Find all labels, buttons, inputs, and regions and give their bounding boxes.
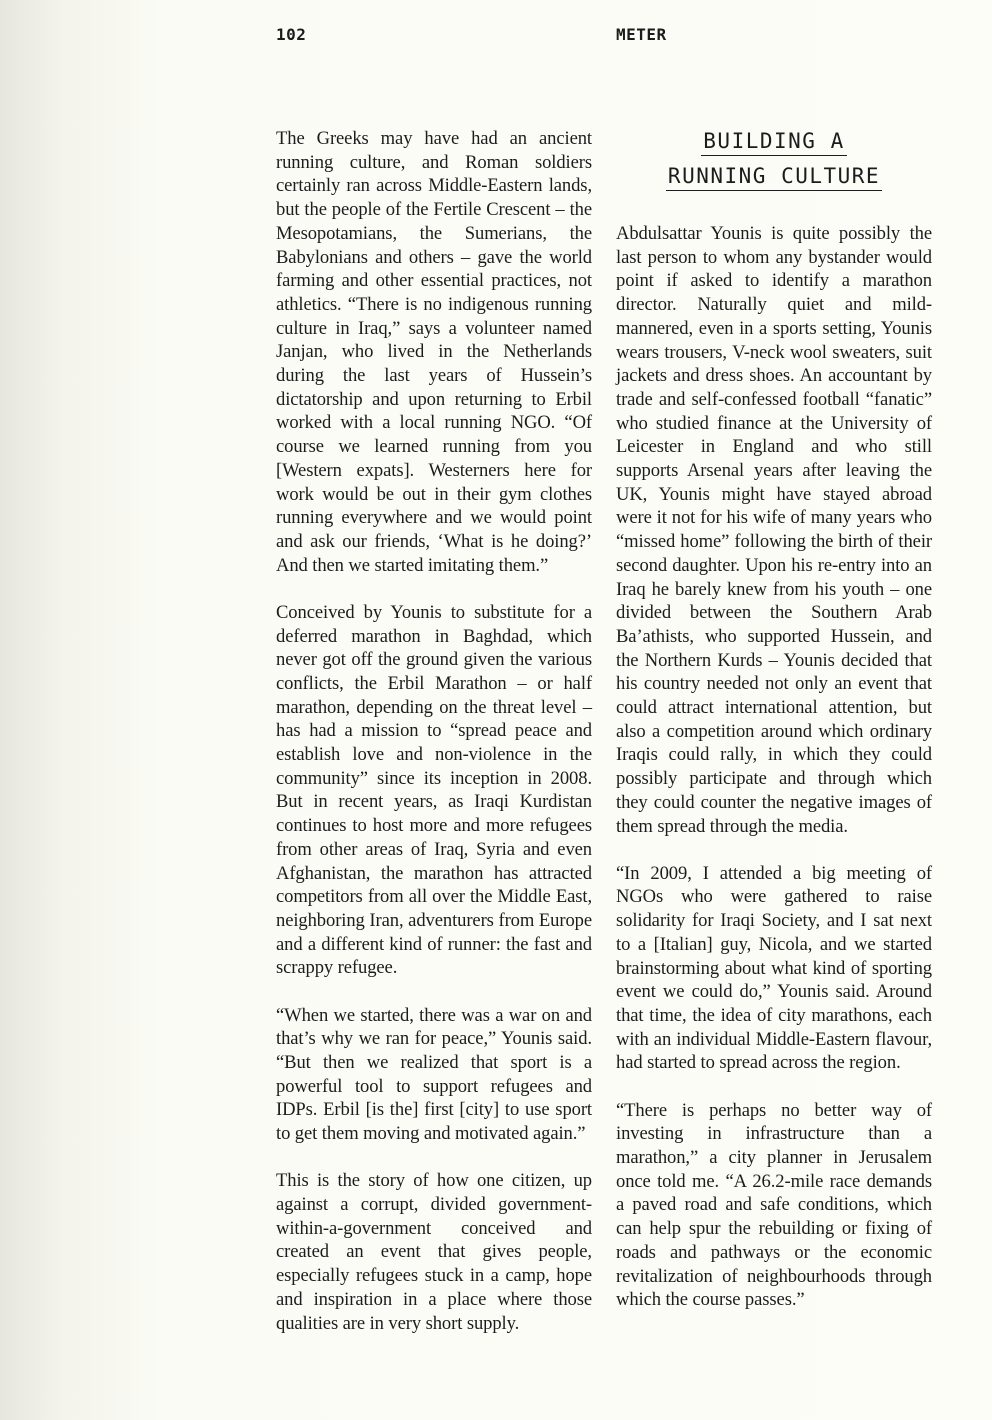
paragraph: This is the story of how one citizen, up against a corrupt, divided government-within-a-government conceived and created an event that gives people, especially refugees stuck in a camp, hope and inspiration in a place where those qualities are in very short supply. <box>276 1170 592 1334</box>
paragraph: Abdulsattar Younis is quite possibly the last person to whom any bystander would point if asked to identify a marathon director. Naturally quiet and mild-mannered, even in a sports setting, Younis wears trousers, V-neck wool sweaters, suit jackets and dress shoes. An accountant by trade and self-confessed football “fanatic” who studied finance at the University of Leicester in England and who still supports Arsenal years after leaving the UK, Younis might have stayed abroad were it not for his wife of many years who “missed home” following the birth of their second daughter. Upon his re-entry into an Iraq he barely knew from his youth – one divided between the Southern Arab Ba’athists, who supported Hussein, and the Northern Kurds – Younis decided that his country needed not only an event that could attract international attention, but also a competition around which ordinary Iraqis could rally, in which they could possibly participate and through which they could counter the negative images of them spread through the media. <box>616 223 932 837</box>
right-column <box>616 222 932 1335</box>
paragraph: Conceived by Younis to substitute for a deferred marathon in Baghdad, which never got off the ground given the various conflicts, the Erbil Marathon – or half marathon, depending on the threat level – has had a mission to “spread peace and establish love and non-violence in the community” since its inception in 2008. But in recent years, as Iraqi Kurdistan continues to host more and more refugees from other areas of Iraq, Syria and even Afghanistan, the marathon has attracted competitors from all over the Middle East, neighboring Iran, adventurers from Europe and a different kind of runner: the fast and scrappy refugee. <box>276 601 592 979</box>
heading-line: RUNNING CULTURE <box>666 162 882 191</box>
page-number: 102 <box>276 25 307 44</box>
left-column <box>276 127 592 1359</box>
section-name: METER <box>616 25 667 44</box>
paragraph: “There is perhaps no better way of investing in infrastructure than a marathon,” a city planner in Jerusalem once told me. “A 26.2-mile race demands a paved road and safe conditions, which can help spur the rebuilding or fixing of roads and pathways or the economic revitalization of neighbourhoods through which the course passes.” <box>616 1099 932 1311</box>
article-heading <box>616 124 932 194</box>
heading-line: BUILDING A <box>701 127 846 156</box>
paragraph: The Greeks may have had an ancient running culture, and Roman soldiers certainly ran across Middle-Eastern lands, but the people of the Fertile Crescent – the Mesopotamians, the Sumerians, the Babylonians and others – gave the world farming and other essential practices, not athletics. “There is no indigenous running culture in Iraq,” says a volunteer named Janjan, who lived in the Netherlands during the last years of Hussein’s dictatorship and upon returning to Erbil worked with a local running NGO. “Of course we learned running from you [Western expats]. Westerners here for work would be out in their gym clothes running everywhere and we would point and ask our friends, ‘What is he doing?’ And then we started imitating them.” <box>276 128 592 576</box>
paragraph: “When we started, there was a war on and that’s why we ran for peace,” Younis said. “But then we realized that sport is a powerful tool to support refugees and IDPs. Erbil [is the] first [city] to use sport to get them moving and motivated again.” <box>276 1004 592 1145</box>
paragraph: “In 2009, I attended a big meeting of NGOs who were gathered to raise solidarity for Iraqi Society, and I sat next to a [Italian] guy, Nicola, and we started brainstorming about what kind of sporting event we could do,” Younis said. Around that time, the idea of city marathons, each with an individual Middle-Eastern flavour, had started to spread across the region. <box>616 862 932 1074</box>
